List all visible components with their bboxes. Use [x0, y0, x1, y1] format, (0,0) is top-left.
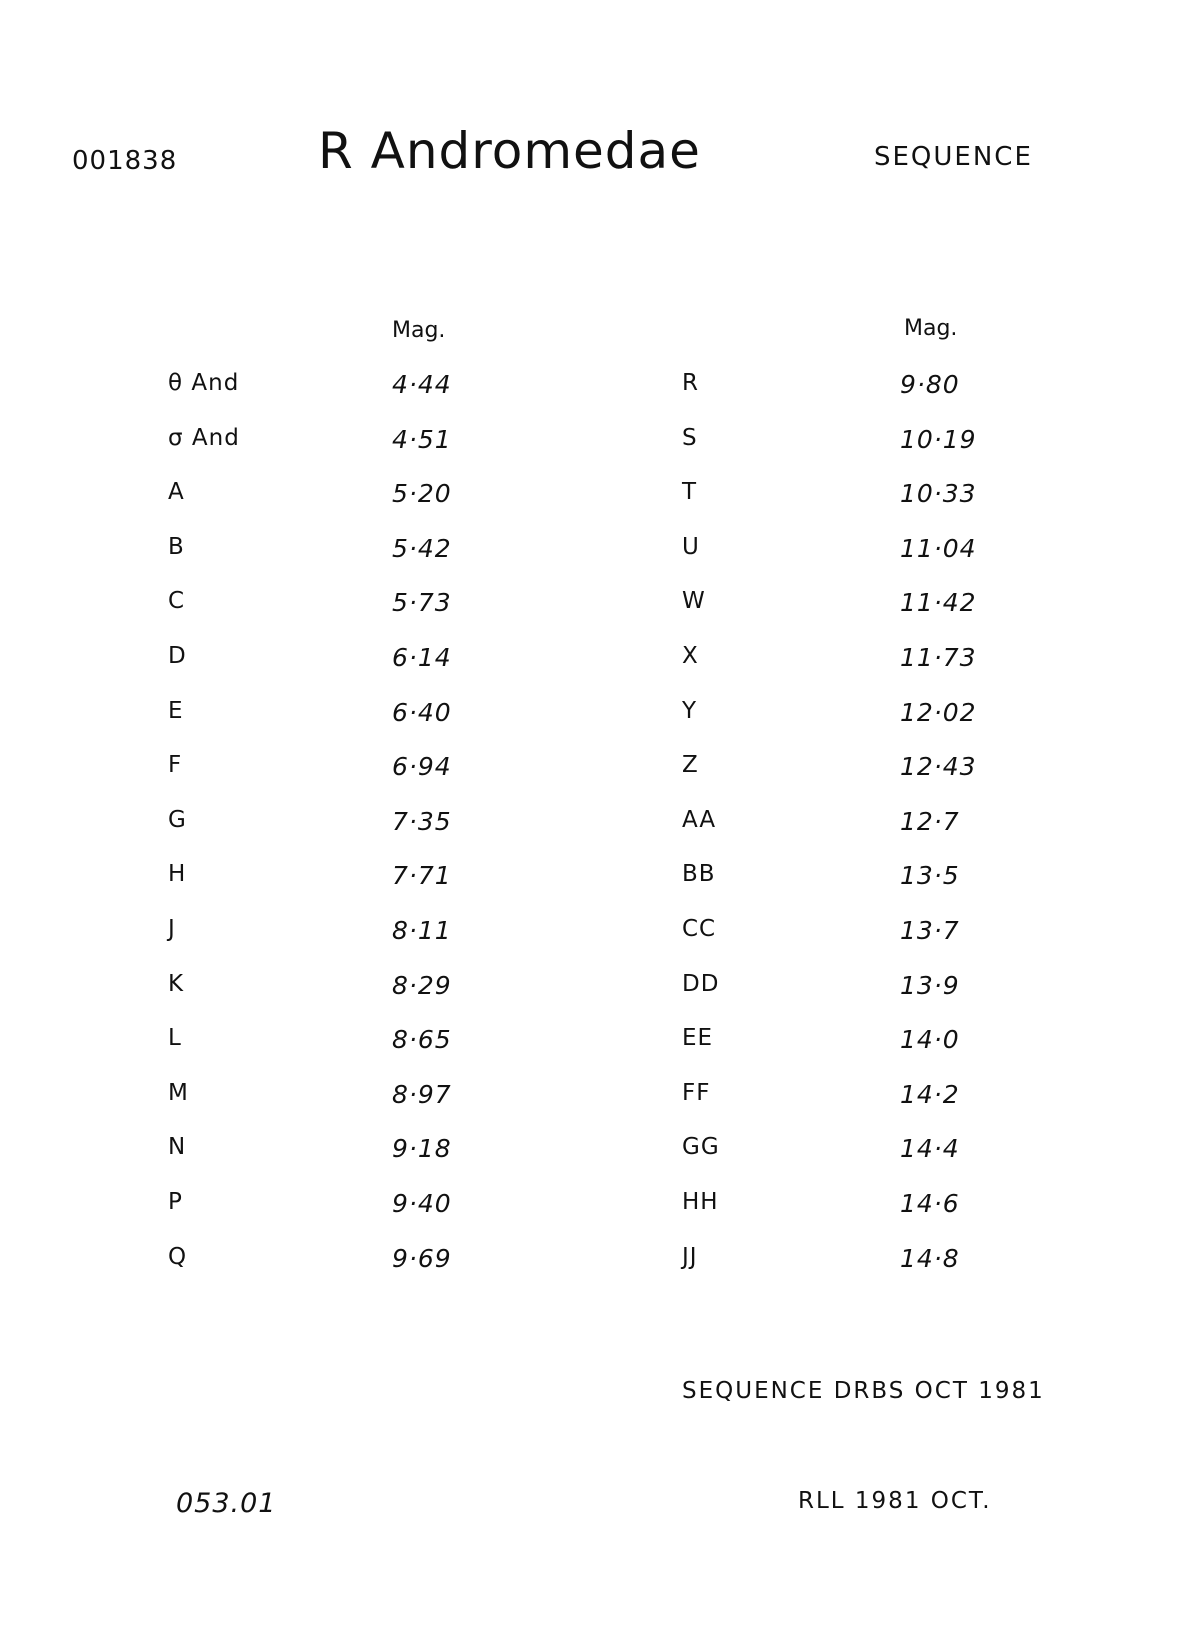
comparison-star-label: E [168, 697, 184, 724]
table-row [0, 752, 1200, 792]
comparison-star-mag: 9·40 [392, 1189, 452, 1218]
mag-header-left: Mag. [392, 318, 446, 343]
compiler-note: RLL 1981 OCT. [798, 1488, 992, 1514]
table-row [0, 588, 1200, 628]
comparison-star-mag: 10·33 [900, 479, 977, 509]
comparison-star-label: X [682, 643, 699, 669]
comparison-star-mag: 13·5 [900, 861, 960, 891]
comparison-star-mag: 9·18 [392, 1134, 452, 1164]
comparison-star-label: M [168, 1079, 189, 1106]
table-row [0, 479, 1200, 519]
comparison-star-mag: 8·97 [392, 1079, 452, 1109]
mag-header-right: Mag. [904, 316, 958, 341]
star-name-title: R Andromedae [318, 122, 701, 180]
table-row [0, 534, 1200, 574]
comparison-star-mag: 12·7 [900, 806, 960, 836]
comparison-star-label: N [168, 1134, 187, 1161]
plate-number: 053.01 [176, 1488, 277, 1519]
comparison-star-label: BB [682, 861, 716, 888]
comparison-star-label: Q [168, 1243, 188, 1270]
table-row [0, 1244, 1200, 1284]
table-row [0, 807, 1200, 847]
comparison-star-label: R [682, 370, 699, 396]
table-row [0, 971, 1200, 1011]
comparison-star-mag: 4·44 [392, 370, 452, 399]
comparison-star-mag: 12·43 [900, 752, 977, 782]
comparison-star-label: H [168, 861, 187, 888]
table-row [0, 698, 1200, 738]
comparison-star-label: K [168, 970, 185, 997]
table-row [0, 370, 1200, 410]
table-row [0, 643, 1200, 683]
comparison-star-mag: 10·19 [900, 424, 977, 454]
table-row [0, 861, 1200, 901]
comparison-star-mag: 8·65 [392, 1025, 452, 1055]
comparison-star-mag: 14·6 [900, 1189, 960, 1218]
comparison-star-label: W [682, 588, 706, 615]
comparison-star-label: D [168, 643, 187, 669]
comparison-star-mag: 9·69 [392, 1243, 452, 1273]
comparison-star-mag: 14·0 [900, 1025, 960, 1055]
comparison-star-label: C [168, 588, 186, 615]
comparison-star-label: U [682, 533, 700, 560]
comparison-star-mag: 7·71 [392, 861, 452, 891]
comparison-star-label: AA [682, 806, 717, 833]
chart-type-label: SEQUENCE [874, 142, 1033, 172]
comparison-star-mag: 14·4 [900, 1134, 960, 1164]
sequence-source-note: SEQUENCE DRBS OCT 1981 [682, 1378, 1045, 1404]
comparison-star-label: G [168, 806, 187, 833]
comparison-star-label: B [168, 533, 185, 560]
comparison-star-label: FF [682, 1079, 711, 1106]
comparison-star-mag: 5·73 [392, 588, 452, 618]
comparison-star-mag: 6·40 [392, 697, 452, 727]
comparison-star-label: T [682, 479, 698, 506]
comparison-star-label: J [168, 916, 176, 942]
comparison-star-mag: 12·02 [900, 697, 977, 727]
comparison-star-label: A [168, 479, 185, 506]
comparison-star-label: CC [682, 916, 717, 942]
comparison-star-label: P [168, 1189, 183, 1215]
comparison-star-mag: 11·42 [900, 588, 977, 618]
comparison-star-mag: 14·2 [900, 1079, 960, 1109]
comparison-star-label: θ And [168, 370, 240, 396]
comparison-star-mag: 8·11 [392, 916, 452, 945]
comparison-star-label: DD [682, 970, 720, 997]
comparison-star-label: GG [682, 1134, 720, 1161]
comparison-star-label: Z [682, 752, 699, 779]
comparison-star-mag: 8·29 [392, 970, 452, 1000]
comparison-star-mag: 9·80 [900, 370, 960, 399]
comparison-star-mag: 7·35 [392, 806, 452, 836]
comparison-star-label: Y [682, 697, 698, 724]
comparison-star-label: HH [682, 1189, 719, 1215]
comparison-star-label: σ And [168, 424, 240, 451]
comparison-star-mag: 5·42 [392, 533, 452, 563]
table-row [0, 916, 1200, 956]
comparison-star-mag: 13·7 [900, 916, 960, 945]
comparison-star-mag: 6·94 [392, 752, 452, 782]
table-row [0, 425, 1200, 465]
star-id: 001838 [72, 146, 178, 176]
comparison-star-label: L [168, 1025, 182, 1052]
comparison-star-mag: 5·20 [392, 479, 452, 509]
comparison-star-mag: 4·51 [392, 424, 452, 454]
table-row [0, 1025, 1200, 1065]
table-row [0, 1134, 1200, 1174]
comparison-star-mag: 14·8 [900, 1243, 960, 1273]
table-row [0, 1189, 1200, 1229]
comparison-star-mag: 6·14 [392, 643, 452, 672]
comparison-star-label: JJ [682, 1243, 698, 1270]
table-row [0, 1080, 1200, 1120]
comparison-star-mag: 11·73 [900, 643, 977, 672]
comparison-star-label: F [168, 752, 183, 779]
comparison-star-mag: 11·04 [900, 533, 977, 563]
comparison-star-mag: 13·9 [900, 970, 960, 1000]
comparison-star-label: S [682, 424, 698, 451]
comparison-star-label: EE [682, 1025, 714, 1052]
